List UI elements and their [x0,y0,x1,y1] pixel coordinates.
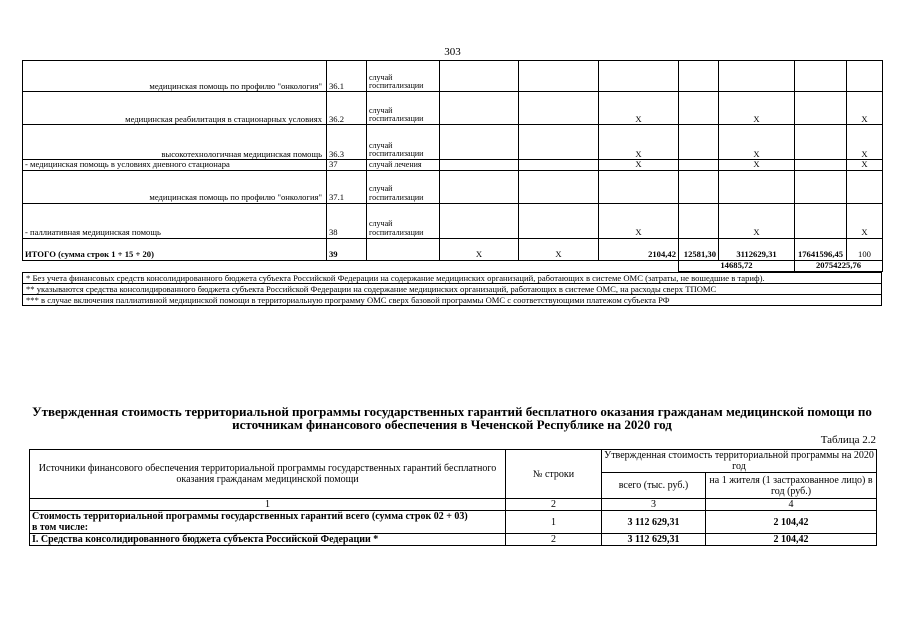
row-name: - медицинская помощь в условиях дневного стационара [23,160,327,171]
row-cell [847,170,883,203]
row-total: 3 112 629,31 [602,511,706,534]
row-cell [679,92,719,125]
financing-table [22,60,883,272]
row-cell [519,92,599,125]
subtotal-left: 14685,72 [679,260,795,271]
total-cell: 3112629,31 [719,238,795,260]
row-cell: X [599,203,679,238]
page-number: 303 [444,46,461,58]
row-cell [679,61,719,92]
row-code: 36.2 [327,92,367,125]
row-cell [519,203,599,238]
row-cell [795,160,847,171]
row-code: 37 [327,160,367,171]
col-number: 2 [506,499,602,511]
section-title: Утвержденная стоимость территориальной программы государственных гарантий бесплатного оказания гражданам медицинской помощи по источникам финансового обеспечения в Чеченской Республике на 2020 год [32,404,872,432]
table-row [23,61,883,92]
table-row [23,170,883,203]
table-label: Таблица 2.2 [820,434,876,446]
table-row [23,203,883,238]
row-total: 3 112 629,31 [602,534,706,546]
row-cell [795,170,847,203]
row-cell: X [719,203,795,238]
row-unit: случай госпитализации [367,170,440,203]
header-row-no: № строки [506,450,602,499]
row-cell [440,61,519,92]
row-code: 38 [327,203,367,238]
row-per-capita: 2 104,42 [706,534,877,546]
total-unit [367,238,440,260]
row-number: 2 [506,534,602,546]
row-cell [679,125,719,160]
col-number: 4 [706,499,877,511]
row-cell [719,61,795,92]
row-cell: X [599,160,679,171]
table-row [23,92,883,125]
row-cell [795,203,847,238]
row-cell [519,125,599,160]
row-label: I. Средства консолидированного бюджета субъекта Российской Федерации * [30,534,506,546]
row-unit: случай госпитализации [367,61,440,92]
row-label: Стоимость территориальной программы государственных гарантий всего (сумма строк 02 + 03) [30,511,506,523]
row-cell: X [719,125,795,160]
total-code: 39 [327,238,367,260]
row-name: медицинская помощь по профилю "онкология" [23,61,327,92]
cost-table [29,449,877,546]
row-code: 36.3 [327,125,367,160]
row-code: 37.1 [327,170,367,203]
row-cell: X [719,160,795,171]
row-number: 1 [506,511,602,534]
row-cell [599,61,679,92]
row-cell: X [599,92,679,125]
total-cell: 100 [847,238,883,260]
row-name: медицинская помощь по профилю "онкология" [23,170,327,203]
row-cell [795,125,847,160]
subtotal-right: 20754225,76 [795,260,883,271]
table-row [23,160,883,171]
subtotal-blank [23,260,679,271]
row-cell [440,92,519,125]
row-cell: X [599,125,679,160]
total-cell: 2104,42 [599,238,679,260]
row-name: медицинская реабилитация в стационарных условиях [23,92,327,125]
row-unit: случай госпитализации [367,125,440,160]
row-cell [440,125,519,160]
row-cell [440,203,519,238]
row-cell [679,170,719,203]
total-name: ИТОГО (сумма строк 1 + 15 + 20) [23,238,327,260]
row-name: - паллиативная медицинская помощь [23,203,327,238]
row-unit: случай лечения [367,160,440,171]
header-cost-group: Утвержденная стоимость территориальной программы на 2020 год [602,450,877,473]
row-cell [847,61,883,92]
col-number: 3 [602,499,706,511]
header-source: Источники финансового обеспечения территориальной программы государственных гарантий бесплатного оказания гражданам медицинской помощи [30,450,506,499]
row-code: 36.1 [327,61,367,92]
footnotes [22,272,882,306]
total-cell: X [440,238,519,260]
row-unit: случай госпитализации [367,203,440,238]
row-cell: X [847,92,883,125]
row-cell [795,92,847,125]
header-total: всего (тыс. руб.) [602,473,706,499]
row-cell: X [847,160,883,171]
subtotal-row [23,260,883,271]
row-cell [679,203,719,238]
row-cell [795,61,847,92]
row-cell [519,61,599,92]
row-name: высокотехнологичная медицинская помощь [23,125,327,160]
row-cell: X [719,92,795,125]
footnote-1: * Без учета финансовых средств консолидированного бюджета субъекта Российской Федерации на содержание медицинских организаций, работающих в системе ОМС (затраты, не вошедшие в тариф). [22,272,882,284]
row-cell [679,160,719,171]
header-per-capita: на 1 жителя (1 застрахованное лицо) в год (руб.) [706,473,877,499]
col-number: 1 [30,499,506,511]
row-cell: X [847,203,883,238]
table1-body [23,61,883,272]
row-cell [519,170,599,203]
row-cell [440,170,519,203]
footnote-3: *** в случае включения паллиативной медицинской помощи в территориальную программу ОМС сверх базовой программы ОМС с соответствующими платежом субъекта РФ [22,295,882,306]
row-cell: X [847,125,883,160]
row-cell [719,170,795,203]
total-row [23,238,883,260]
row-sublabel: в том числе: [30,522,506,534]
total-cell: 17641596,45 [795,238,847,260]
row-cell [519,160,599,171]
footnote-2: ** указываются средства консолидированного бюджета субъекта Российской Федерации на содержание медицинских организаций, работающих в системе ОМС, на расходы сверх ТПОМС [22,284,882,295]
row-unit: случай госпитализации [367,92,440,125]
table-row [23,125,883,160]
total-cell: 12581,30 [679,238,719,260]
row-cell [440,160,519,171]
total-cell: X [519,238,599,260]
row-cell [599,170,679,203]
row-per-capita: 2 104,42 [706,511,877,534]
